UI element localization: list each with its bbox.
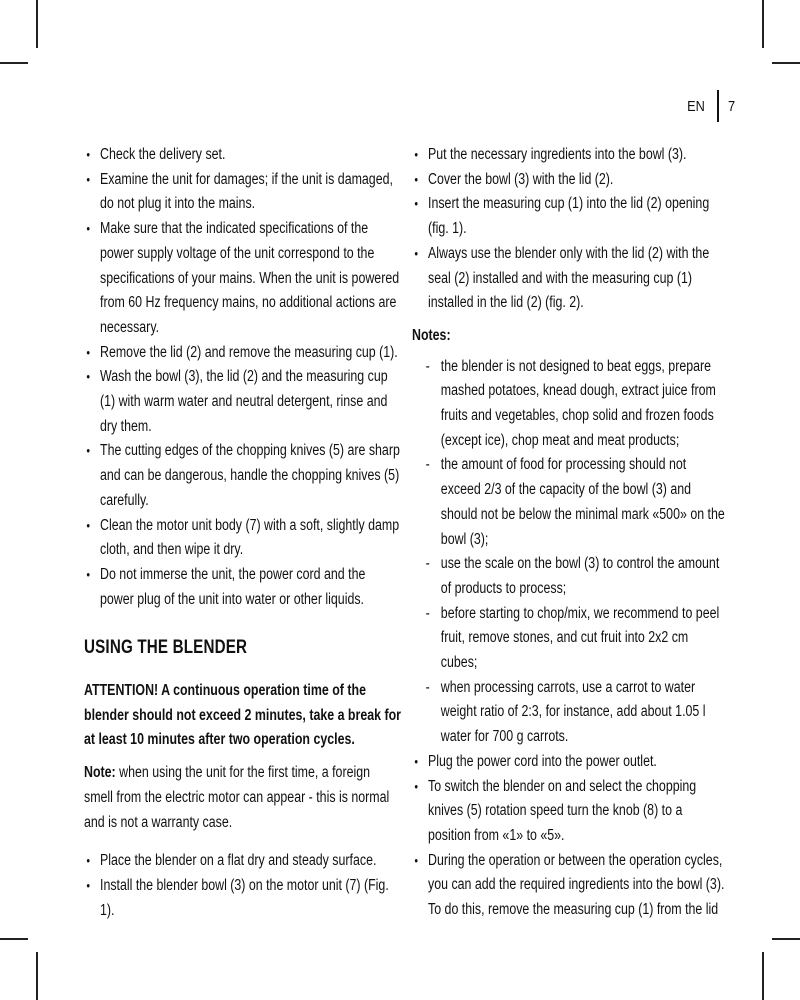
- notes-title: Notes:: [412, 326, 451, 344]
- list-item: • During the operation or between the operation cycles, you can add the required ingredients into the bowl (3). To do this, remove the measuring cup (1) from the lid: [412, 849, 726, 923]
- crop-mark: [0, 938, 28, 940]
- note-item: - before starting to chop/mix, we recommend to peel fruit, remove stones, and cut fruit into 2x2 cm cubes;: [412, 602, 726, 676]
- setup-list: [84, 849, 402, 923]
- note-item: - the blender is not designed to beat eggs, prepare mashed potatoes, knead dough, extract juice from fruits and vegetables, chop solid and frozen foods (except ice), chop meat and meat products;: [412, 355, 726, 454]
- note-text: when using the unit for the first time, a foreign smell from the electric motor can appear - this is normal and is not a warranty case.: [84, 764, 390, 831]
- usage-list: [412, 143, 726, 316]
- list-item: • Put the necessary ingredients into the bowl (3).: [412, 143, 726, 168]
- list-item: • Wash the bowl (3), the lid (2) and the measuring cup (1) with warm water and neutral detergent, rinse and dry them.: [84, 365, 402, 439]
- note-label: Note:: [84, 764, 116, 782]
- list-item: • Insert the measuring cup (1) into the lid (2) opening (fig. 1).: [412, 192, 726, 241]
- note-item: - the amount of food for processing should not exceed 2/3 of the capacity of the bowl (3) and should not be below the minimal mark «500» on the bowl (3);: [412, 453, 726, 552]
- operation-list: [412, 750, 726, 923]
- list-item: • Cover the bowl (3) with the lid (2).: [412, 168, 726, 193]
- page-header: [684, 90, 736, 122]
- notes-list: [412, 355, 726, 750]
- crop-mark: [762, 952, 764, 1000]
- list-item: • Do not immerse the unit, the power cord and the power plug of the unit into water or other liquids.: [84, 563, 402, 612]
- note-item: - use the scale on the bowl (3) to control the amount of products to process;: [412, 552, 726, 601]
- section-title: USING THE BLENDER: [84, 637, 248, 659]
- crop-mark: [772, 62, 800, 64]
- list-item: • Check the delivery set.: [84, 143, 402, 168]
- crop-mark: [36, 952, 38, 1000]
- crop-mark: [772, 938, 800, 940]
- right-column: [412, 143, 726, 923]
- list-item: • Examine the unit for damages; if the unit is damaged, do not plug it into the mains.: [84, 168, 402, 217]
- preparation-list: [84, 143, 402, 612]
- left-column: [84, 143, 402, 923]
- crop-mark: [762, 0, 764, 48]
- list-item: • Make sure that the indicated specifications of the power supply voltage of the unit correspond to the specifications of your mains. When the unit is powered from 60 Hz frequency mains, no additional actions are necessary.: [84, 217, 402, 341]
- list-item: • Place the blender on a flat dry and steady surface.: [84, 849, 402, 874]
- header-divider: [717, 90, 719, 122]
- crop-mark: [0, 62, 28, 64]
- note-paragraph: [84, 761, 402, 835]
- language-code: EN: [686, 97, 705, 115]
- list-item: • The cutting edges of the chopping knives (5) are sharp and can be dangerous, handle the chopping knives (5) carefully.: [84, 439, 402, 513]
- list-item: • Always use the blender only with the lid (2) with the seal (2) installed and with the measuring cup (1) installed in the lid (2) (fig. 2).: [412, 242, 726, 316]
- page-number: 7: [727, 97, 735, 115]
- list-item: • To switch the blender on and select the chopping knives (5) rotation speed turn the knob (8) to a position from «1» to «5».: [412, 775, 726, 849]
- list-item: • Install the blender bowl (3) on the motor unit (7) (Fig. 1).: [84, 874, 402, 923]
- list-item: • Remove the lid (2) and remove the measuring cup (1).: [84, 341, 402, 366]
- attention-warning: ATTENTION! A continuous operation time of the blender should not exceed 2 minutes, take a break for at least 10 minutes after two operation cycles.: [84, 682, 401, 749]
- note-item: - when processing carrots, use a carrot to water weight ratio of 2:3, for instance, add about 1.05 l water for 700 g carrots.: [412, 676, 726, 750]
- crop-mark: [36, 0, 38, 48]
- list-item: • Plug the power cord into the power outlet.: [412, 750, 726, 775]
- list-item: • Clean the motor unit body (7) with a soft, slightly damp cloth, and then wipe it dry.: [84, 514, 402, 563]
